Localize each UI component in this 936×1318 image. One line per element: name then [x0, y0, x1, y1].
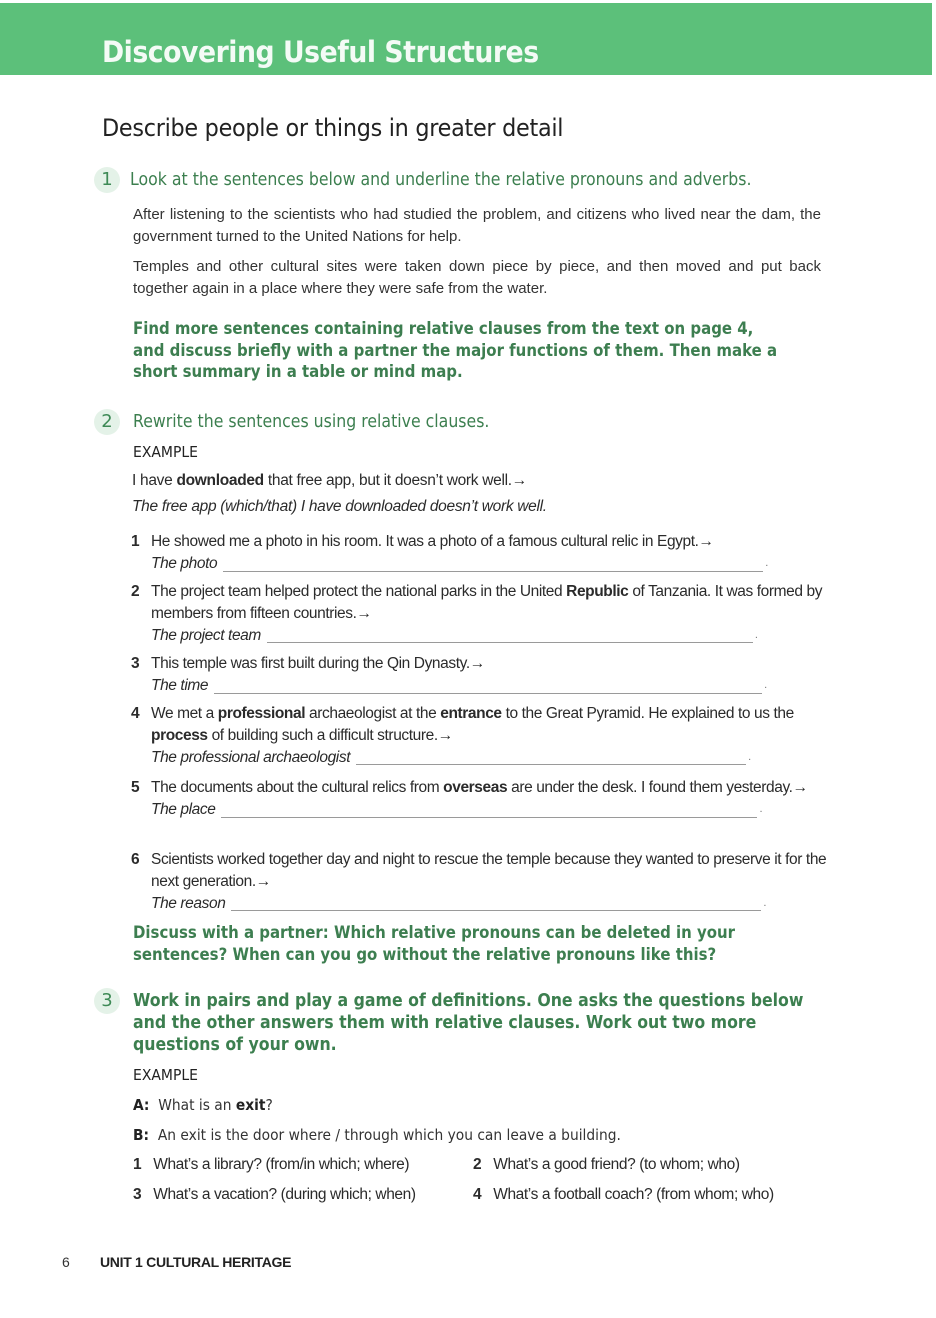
page-number: 6: [62, 1254, 70, 1270]
task-number-2: 2: [94, 409, 120, 435]
answer-row: [151, 799, 831, 821]
answer-blank-line[interactable]: [214, 679, 762, 694]
example-sentence-bold: downloaded: [176, 472, 264, 489]
item-number: 4: [131, 705, 140, 722]
prompt-text: archaeologist at the: [305, 705, 441, 722]
answer-blank-line[interactable]: [221, 803, 757, 818]
item-prompt: [151, 777, 831, 799]
prompt-text: of building such a difficult structure.→: [207, 726, 453, 744]
dialog-b-text: An exit is the door where / through which you can leave a building.: [157, 1126, 621, 1144]
item-number: 3: [131, 655, 140, 672]
answer-blank-line[interactable]: [356, 750, 746, 765]
question-item: [133, 1156, 409, 1174]
task-3-title: Work in pairs and play a game of definitions. One asks the questions below and the other answers them with relative clauses. Work out two more questions of your own.: [133, 991, 804, 1055]
prompt-text: are under the desk. I found them yesterday.→: [507, 779, 808, 796]
answer-lead: The professional archaeologist: [151, 748, 351, 766]
prompt-text: The documents about the cultural relics from: [151, 779, 444, 796]
task-2-example-label: EXAMPLE: [133, 443, 198, 461]
task-2-example-answer: The free app (which/that) I have downloaded doesn’t work well.: [132, 498, 547, 515]
exercise-item: [131, 777, 831, 821]
answer-blank-line[interactable]: [267, 628, 753, 643]
answer-lead: The reason: [151, 894, 226, 912]
task-1-sentence-2: Temples and other cultural sites were taken down piece by piece, and then moved and put back together again in a place where they were safe from the water.: [133, 258, 821, 297]
answer-lead: The project team: [151, 626, 261, 644]
item-prompt: [151, 703, 831, 746]
task-number-1: 1: [94, 167, 120, 193]
task-number-3: 3: [94, 988, 120, 1014]
exercise-item: [131, 531, 831, 575]
answer-period: .: [759, 803, 763, 815]
exercise-item: [131, 703, 831, 768]
speaker-a: A:: [133, 1096, 150, 1114]
item-prompt: [151, 849, 831, 892]
prompt-text: He showed me a photo in his room. It was a photo of a famous cultural relic in Egypt.→: [151, 533, 714, 550]
answer-period: .: [748, 750, 751, 763]
example-sentence-pre: I have: [132, 472, 177, 489]
keyword-bold: professional: [217, 705, 306, 722]
answer-period: .: [764, 679, 767, 691]
answer-lead: The photo: [151, 555, 218, 572]
prompt-text: We met a: [151, 705, 218, 722]
exercise-item: [131, 849, 831, 914]
answer-blank-line[interactable]: [231, 896, 761, 911]
answer-period: .: [765, 557, 768, 569]
keyword-bold: entrance: [440, 705, 502, 722]
answer-row: [151, 675, 831, 697]
task-1-sentence-1: After listening to the scientists who had studied the problem, and citizens who lived near the dam, the government turned to the United Nations for help.: [133, 206, 821, 245]
keyword-bold: process: [151, 726, 208, 744]
question-text: What’s a vacation? (during which; when): [153, 1186, 416, 1203]
dialog-a-post: ?: [265, 1096, 273, 1114]
dialog-line-a: [133, 1096, 273, 1114]
prompt-text: to the Great Pyramid. He explained to us the: [501, 705, 794, 722]
prompt-text: This temple was first built during the Qin Dynasty.→: [151, 655, 485, 672]
prompt-text: of Tanzania. It was formed by members from fifteen countries.→: [151, 583, 823, 622]
dialog-line-b: [133, 1126, 621, 1144]
item-prompt: [151, 653, 831, 675]
answer-period: .: [763, 896, 767, 909]
answer-lead: The time: [151, 677, 209, 694]
answer-row: [151, 624, 831, 646]
item-number: 6: [131, 851, 140, 868]
question-item: [473, 1186, 774, 1204]
question-number: 2: [473, 1156, 482, 1173]
answer-lead: The place: [151, 801, 216, 818]
question-number: 1: [133, 1156, 142, 1173]
dialog-a-bold: exit: [235, 1096, 266, 1114]
question-item: [473, 1156, 740, 1174]
task-3-example-label: EXAMPLE: [133, 1066, 198, 1084]
item-number: 2: [131, 583, 140, 600]
question-number: 4: [473, 1186, 482, 1203]
question-text: What’s a library? (from/in which; where): [153, 1156, 410, 1173]
task-1-followup: Find more sentences containing relative clauses from the text on page 4, and discuss briefly with a partner the major functions of them. Then make a short summary in a table or mind map.: [133, 319, 778, 382]
prompt-text: Scientists worked together day and night to rescue the temple because they wanted to preserve it for the next generation.→: [151, 851, 827, 890]
item-number: 5: [131, 779, 140, 796]
task-2-example-sentence: [132, 472, 527, 490]
banner-title: Discovering Useful Structures: [102, 35, 539, 69]
task-2-title: Rewrite the sentences using relative clauses.: [133, 412, 490, 432]
question-text: What’s a good friend? (to whom; who): [493, 1156, 740, 1173]
example-sentence-post: that free app, but it doesn’t work well.→: [263, 472, 527, 489]
question-item: [133, 1186, 416, 1204]
answer-row: [151, 892, 831, 914]
section-banner: [0, 3, 932, 75]
item-prompt: [151, 531, 831, 553]
exercise-item: [131, 581, 831, 646]
keyword-bold: Republic: [566, 583, 629, 600]
unit-label: UNIT 1 CULTURAL HERITAGE: [100, 1254, 292, 1270]
answer-blank-line[interactable]: [223, 557, 763, 572]
exercise-item: [131, 653, 831, 697]
item-prompt: [151, 581, 831, 624]
speaker-b: B:: [133, 1126, 150, 1144]
answer-row: [151, 746, 831, 768]
item-number: 1: [131, 533, 140, 550]
keyword-bold: overseas: [443, 779, 508, 796]
task-2-followup: Discuss with a partner: Which relative pronouns can be deleted in your sentences? When can you go without the relative pronouns like this?: [133, 923, 736, 965]
question-text: What’s a football coach? (from whom; who): [493, 1186, 774, 1203]
page-heading: Describe people or things in greater detail: [102, 114, 564, 142]
question-number: 3: [133, 1186, 142, 1203]
dialog-a-pre: What is an: [158, 1096, 236, 1114]
prompt-text: The project team helped protect the national parks in the United: [151, 583, 567, 600]
task-1-title: Look at the sentences below and underline the relative pronouns and adverbs.: [130, 170, 752, 190]
answer-period: .: [754, 628, 758, 641]
answer-row: [151, 553, 831, 575]
